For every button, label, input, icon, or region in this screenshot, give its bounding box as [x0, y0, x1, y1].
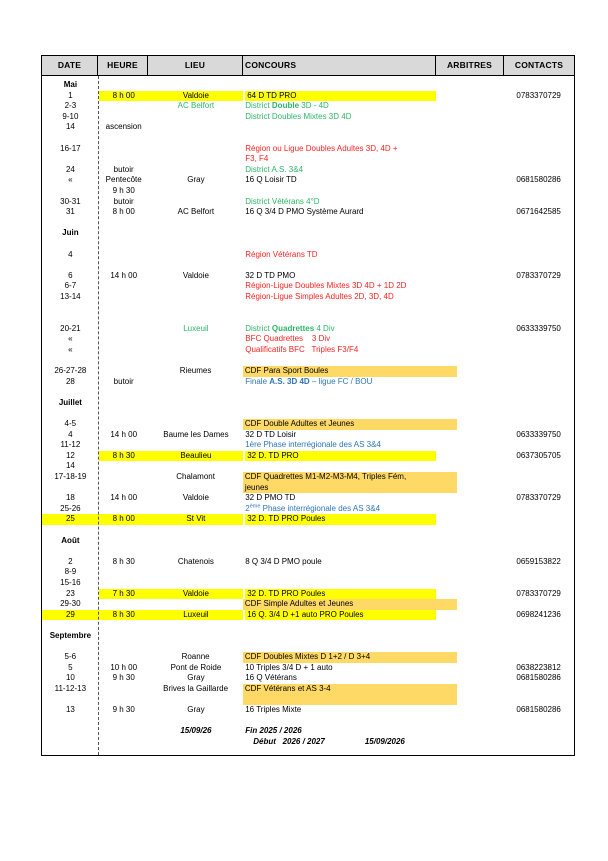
concours-cell: [243, 673, 435, 684]
date-cell: 2: [68, 556, 73, 566]
heure-cell: [99, 451, 149, 462]
concours-text: 16 Q 3/4 D PMO Système Aurard: [245, 207, 364, 217]
lieu-cell: Baume les Dames: [163, 429, 229, 439]
concours-cell: [243, 377, 435, 388]
concours-text: CDF Double Adultes et Jeunes: [244, 419, 355, 428]
table-row: [42, 663, 574, 674]
lieu-highlight: Valdoie: [149, 589, 244, 600]
concours-text: 32 D. TD PRO Poules: [247, 514, 326, 524]
date-cell: 13-14: [60, 291, 81, 301]
table-row: [42, 122, 574, 133]
date-cell: 6-7: [64, 281, 77, 291]
concours-text: Qualificatifs BFC Triples F3/F4: [245, 344, 359, 354]
concours-text: – ligue FC / BOU: [309, 376, 373, 386]
spacer-row: [42, 387, 574, 398]
date-cell: 13: [65, 705, 75, 715]
date-cell: 14: [65, 122, 75, 132]
concours-text: Région-Ligue Simples Adultes 2D, 3D, 4D: [245, 291, 394, 301]
concours-text: Région ou Ligue Doubles Adultes 3D, 4D +: [245, 143, 398, 153]
date-cell: 10: [65, 673, 75, 683]
concours-cell: [243, 345, 435, 356]
lieu-cell: Chalamont: [176, 471, 215, 481]
date-cell: 16-17: [60, 143, 81, 153]
date-cell: 9-10: [62, 111, 79, 121]
table-row: [42, 557, 574, 568]
concours-text: Finale: [245, 376, 270, 386]
heure-cell: 8 h 30: [112, 556, 135, 566]
spacer-row: [42, 546, 574, 557]
concours-cell: [243, 175, 435, 186]
heure-cell: butoir: [113, 376, 134, 386]
concours-text: District Doubles Mixtes 3D 4D: [245, 111, 352, 121]
column-header-arbitres: ARBITRES: [436, 55, 504, 76]
concours-text: 32 D. TD PRO Poules: [247, 588, 326, 598]
schedule-table: [41, 55, 575, 756]
table-row: [42, 440, 574, 451]
lieu-cell: Luxeuil: [183, 323, 209, 333]
concours-cell: [243, 589, 435, 600]
concours-text: 32 D TD PMO: [245, 270, 296, 280]
table-row: [42, 345, 574, 356]
concours-text: 16 Q Vétérans: [245, 673, 297, 683]
date-cell: «: [68, 334, 73, 344]
table-row: [42, 430, 574, 441]
concours-cell: [243, 366, 436, 377]
table-row: [42, 461, 574, 472]
spacer-row: [42, 239, 574, 250]
date-column-divider: [98, 76, 99, 755]
heure-cell: Pentecôte 9 h 30: [105, 175, 142, 195]
lieu-highlight: Valdoie: [149, 91, 244, 102]
concours-text: Début 2026 / 2027: [253, 736, 325, 746]
month-row: [42, 228, 574, 239]
date-highlight: 25: [42, 514, 99, 525]
date-cell: 26-27-28: [54, 366, 87, 376]
table-row: [42, 207, 574, 218]
contacts-cell: 0681580286: [516, 175, 561, 185]
column-header-concours: CONCOURS: [243, 55, 436, 76]
date-cell: 4-5: [64, 419, 77, 428]
heure-cell: ascension: [105, 122, 142, 132]
concours-text: Double: [271, 101, 300, 111]
date-highlight: 29: [42, 610, 99, 621]
date-cell: «: [68, 175, 73, 185]
table-row: [42, 197, 574, 208]
spacer-row: [42, 260, 574, 271]
date-cell: 17-18-19: [54, 471, 87, 481]
table-row: [42, 451, 574, 462]
concours-text: 64 D TD PRO: [247, 90, 297, 100]
heure-cell: [99, 589, 149, 600]
date-cell: 11-12-13: [54, 683, 87, 693]
table-row: [42, 366, 574, 377]
heure-cell: butoir: [113, 164, 134, 174]
table-row: [42, 377, 574, 388]
table-row: [42, 610, 574, 621]
heure-cell: 14 h 00: [110, 270, 138, 280]
date-cell: 31: [65, 207, 75, 217]
column-header-contacts: CONTACTS: [504, 55, 575, 76]
contacts-cell: 0638223812: [516, 662, 561, 672]
table-row: [42, 144, 574, 165]
concours-highlight-yellow: [245, 610, 435, 621]
table-row: [42, 101, 574, 112]
concours-cell: [243, 292, 435, 303]
contacts-cell: 0671642585: [516, 207, 561, 217]
date-cell: 23: [65, 588, 75, 598]
concours-text: BFC Quadrettes 3 Div: [245, 334, 331, 344]
lieu-highlight: Beaulieu: [149, 451, 244, 462]
lieu-cell: Roanne: [181, 652, 210, 662]
date-cell: 30-31: [60, 196, 81, 206]
date-cell: «: [68, 344, 73, 354]
spacer-row: [42, 620, 574, 631]
lieu-cell: Gray: [187, 705, 205, 715]
concours-cell: [243, 737, 435, 748]
column-header-heure: HEURE: [98, 55, 148, 76]
concours-text: F3, F4: [245, 154, 269, 164]
column-header-date: DATE: [41, 55, 98, 76]
date-cell: 11-12: [60, 440, 81, 450]
concours-text: jeunes: [244, 482, 269, 492]
concours-cell: [243, 451, 435, 462]
month-label: Juillet: [58, 397, 82, 407]
table-row: [42, 250, 574, 261]
concours-text: Région-Ligue Doubles Mixtes 3D 4D + 1D 2D: [245, 281, 407, 291]
heure-highlight: 8 h 30: [99, 451, 149, 462]
month-row: [42, 631, 574, 642]
date-cell: 12: [65, 450, 75, 460]
concours-text: CDF Simple Adultes et Jeunes: [244, 599, 354, 609]
table-row: [42, 684, 574, 705]
concours-highlight-yellow: [245, 451, 435, 462]
date-cell: 6: [68, 270, 73, 280]
concours-cell: [243, 472, 436, 493]
concours-cell: [243, 557, 435, 568]
date-cell: 1: [68, 90, 73, 100]
lieu-cell: [149, 589, 244, 600]
concours-text: CDF Quadrettes M1-M2-M3-M4, Triples Fém,: [244, 471, 407, 481]
date-cell: 5: [68, 662, 73, 672]
month-label: Juin: [62, 228, 79, 238]
concours-highlight-orange: [243, 652, 457, 663]
concours-text: 16 Triples Mixte: [245, 705, 302, 715]
table-row: [42, 175, 574, 196]
concours-highlight-orange: [243, 472, 457, 493]
lieu-cell: Rieumes: [179, 366, 212, 376]
table-row: [42, 705, 574, 716]
table-header-row: [41, 55, 575, 76]
table-row: [42, 165, 574, 176]
concours-text: CDF Para Sport Boules: [244, 366, 329, 376]
concours-cell: [243, 504, 435, 515]
contacts-cell: 0783370729: [516, 270, 561, 280]
table-row: [42, 652, 574, 663]
table-row: [42, 737, 574, 748]
lieu-cell: Pont de Roide: [170, 662, 222, 672]
concours-text: Fin 2025 / 2026: [245, 726, 302, 736]
concours-cell: [243, 324, 435, 335]
table-row: [42, 91, 574, 102]
date-cell: 18: [65, 493, 75, 503]
lieu-cell: Brives la Gaillarde: [163, 683, 229, 693]
spacer-row: [42, 641, 574, 652]
concours-cell: [243, 250, 435, 261]
date-cell: [42, 610, 99, 621]
contacts-cell: 0633339750: [516, 323, 561, 333]
heure-cell: [99, 610, 149, 621]
lieu-cell: Valdoie: [182, 493, 209, 503]
table-row: [42, 493, 574, 504]
heure-cell: [99, 91, 149, 102]
concours-text: 8 Q 3/4 D PMO poule: [245, 556, 322, 566]
concours-cell: [243, 165, 435, 176]
concours-highlight-yellow: [245, 514, 435, 525]
concours-text: District Vétérans 4°D: [245, 196, 320, 206]
heure-cell: [99, 514, 149, 525]
column-header-lieu: LIEU: [148, 55, 243, 76]
lieu-cell: AC Belfort: [177, 207, 215, 217]
concours-cell: [243, 91, 435, 102]
concours-text: 1ère Phase interrégionale des AS 3&4: [245, 440, 381, 450]
concours-text: District A.S. 3&4: [245, 164, 304, 174]
table-row: [42, 504, 574, 515]
heure-cell: 9 h 30: [112, 705, 135, 715]
concours-text: 32 D. TD PRO: [247, 450, 299, 460]
spacer-row: [42, 355, 574, 366]
month-row: [42, 536, 574, 547]
date-cell: 8-9: [64, 567, 77, 577]
concours-text: 32 D TD Loisir: [245, 429, 297, 439]
concours-cell: [243, 334, 435, 345]
date-cell: [42, 514, 99, 525]
concours-text: 4 Div: [314, 323, 335, 333]
spacer-row: [42, 525, 574, 536]
table-row: [42, 673, 574, 684]
contacts-cell: 0637305705: [516, 450, 561, 460]
concours-text: District: [245, 323, 272, 333]
concours-highlight-yellow: [245, 91, 435, 102]
concours-text: Quadrettes: [271, 323, 315, 333]
lieu-highlight: Luxeuil: [149, 610, 244, 621]
concours-cell: [243, 419, 436, 430]
contacts-cell: 0681580286: [516, 705, 561, 715]
contacts-cell: 0783370729: [516, 90, 561, 100]
concours-text: 2: [245, 503, 250, 513]
lieu-cell: Valdoie: [182, 270, 209, 280]
concours-text: ème: [249, 503, 261, 510]
concours-text: 10 Triples 3/4 D + 1 auto: [245, 662, 333, 672]
heure-highlight: 8 h 00: [99, 514, 149, 525]
concours-cell: [243, 271, 435, 282]
concours-cell: [243, 726, 435, 737]
concours-cell: [243, 493, 435, 504]
concours-cell: [243, 663, 435, 674]
concours-text: CDF Doubles Mixtes D 1+2 / D 3+4: [244, 652, 371, 662]
table-row: [42, 578, 574, 589]
concours-cell: [243, 144, 435, 165]
spacer-row: [42, 716, 574, 727]
table-row: [42, 567, 574, 578]
spacer-row: [42, 218, 574, 229]
lieu-cell: Chatenois: [177, 556, 214, 566]
heure-cell: 10 h 00: [110, 662, 138, 672]
date-cell: 4: [68, 429, 73, 439]
lieu-cell: Gray: [187, 175, 205, 185]
heure-cell: 14 h 00: [110, 429, 138, 439]
table-row: [42, 271, 574, 282]
date-cell: 24: [65, 164, 75, 174]
concours-cell: [243, 684, 436, 705]
concours-text: A.S. 3D 4D: [269, 376, 310, 386]
spacer-row: [42, 133, 574, 144]
contacts-cell: 0698241236: [516, 609, 561, 619]
month-label: Septembre: [49, 630, 92, 640]
concours-cell: [243, 112, 435, 123]
table-row: [42, 112, 574, 123]
lieu-cell: [149, 451, 244, 462]
spacer-row: [42, 302, 574, 313]
concours-cell: [243, 652, 436, 663]
heure-cell: 8 h 00: [112, 207, 135, 217]
concours-text: 32 D PMO TD: [245, 493, 296, 503]
concours-text: District: [245, 101, 272, 111]
table-row: [42, 589, 574, 600]
month-label: Mai: [63, 80, 78, 89]
date-cell: 4: [68, 249, 73, 259]
concours-highlight-orange: [243, 419, 457, 430]
contacts-cell: 0783370729: [516, 588, 561, 598]
table-row: [42, 334, 574, 345]
heure-highlight: 8 h 30: [99, 610, 149, 621]
table-body: [41, 76, 575, 756]
contacts-cell: 0783370729: [516, 493, 561, 503]
date-cell: 5-6: [64, 652, 77, 662]
heure-cell: butoir: [113, 196, 134, 206]
concours-cell: [243, 440, 435, 451]
table-row: [42, 514, 574, 525]
heure-highlight: 7 h 30: [99, 589, 149, 600]
date-cell: 14: [65, 461, 75, 471]
concours-cell: [243, 705, 435, 716]
lieu-cell: [149, 610, 244, 621]
lieu-cell: [149, 514, 244, 525]
spacer-row: [42, 408, 574, 419]
concours-text: 3D - 4D: [299, 101, 329, 111]
lieu-cell: AC Belfort: [177, 101, 215, 111]
table-row: [42, 472, 574, 493]
concours-text: 15/09/2026: [364, 736, 405, 746]
concours-text: Région Vétérans TD: [245, 249, 318, 259]
month-row: [42, 398, 574, 409]
concours-highlight-orange: [243, 599, 457, 610]
lieu-cell: [149, 91, 244, 102]
month-label: Août: [61, 535, 80, 545]
concours-cell: [243, 197, 435, 208]
heure-highlight: 8 h 00: [99, 91, 149, 102]
table-row: [42, 419, 574, 430]
date-cell: 2-3: [64, 101, 77, 111]
concours-text: Phase interrégionale des AS 3&4: [260, 503, 381, 513]
contacts-cell: 0633339750: [516, 429, 561, 439]
concours-text: 16 Q Loisir TD: [245, 175, 297, 185]
date-cell: 20-21: [60, 323, 81, 333]
lieu-cell: Gray: [187, 673, 205, 683]
concours-text: 16 Q. 3/4 D +1 auto PRO Poules: [247, 609, 364, 619]
concours-cell: [243, 514, 435, 525]
concours-cell: [243, 207, 435, 218]
lieu-cell: 15/09/26: [180, 726, 212, 736]
table-row: [42, 726, 574, 737]
concours-cell: [243, 610, 435, 621]
concours-highlight-orange: [243, 684, 457, 705]
table-row: [42, 281, 574, 292]
concours-highlight-yellow: [245, 589, 435, 600]
concours-cell: [243, 101, 435, 112]
concours-cell: [243, 430, 435, 441]
concours-cell: [243, 599, 436, 610]
contacts-cell: 0681580286: [516, 673, 561, 683]
month-row: [42, 80, 574, 91]
heure-cell: 14 h 00: [110, 493, 138, 503]
date-cell: 15-16: [60, 577, 81, 587]
concours-highlight-orange: [243, 366, 457, 377]
date-cell: 25-26: [60, 503, 81, 513]
concours-text: CDF Vétérans et AS 3-4: [244, 683, 331, 693]
table-row: [42, 292, 574, 303]
table-row: [42, 324, 574, 335]
date-cell: 29-30: [60, 599, 81, 609]
heure-cell: 9 h 30: [112, 673, 135, 683]
concours-cell: [243, 281, 435, 292]
spacer-row: [42, 313, 574, 324]
contacts-cell: 0659153822: [516, 556, 561, 566]
table-row: [42, 599, 574, 610]
lieu-highlight: St Vit: [149, 514, 244, 525]
date-cell: 28: [65, 376, 75, 386]
